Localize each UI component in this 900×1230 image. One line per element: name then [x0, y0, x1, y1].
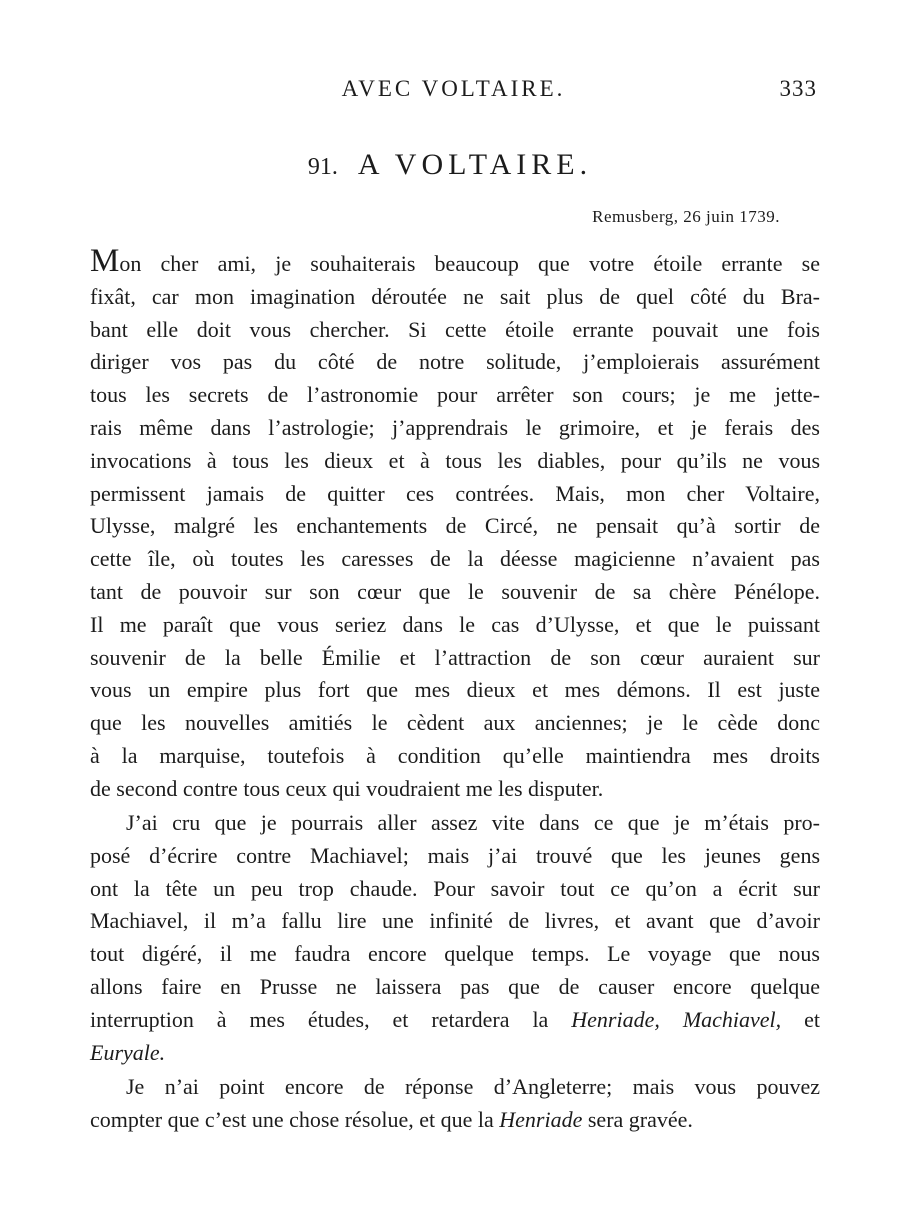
letter-number: 91.: [307, 154, 338, 180]
drop-cap: M: [90, 243, 120, 279]
text-line: de second contre tous ceux qui voudraient me les disputer.: [90, 775, 604, 801]
paragraph-3: [90, 1071, 820, 1137]
running-title: AVEC VOLTAIRE.: [341, 76, 566, 101]
text-line: que les nouvelles amitiés le cèdent aux anciennes; je le cède donc: [90, 710, 820, 736]
text-run: compter que c’est une chose résolue, et que la: [90, 1106, 500, 1132]
text-line: tant de pouvoir sur son cœur que le souvenir de sa chère Pénélope.: [90, 578, 820, 604]
text-line: [90, 1004, 820, 1037]
paragraph-2: [90, 807, 820, 1069]
text-line: Je n’ai point encore de réponse d’Angleterre; mais vous pouvez: [126, 1073, 820, 1099]
letter-heading: [0, 148, 900, 182]
text-line: fixât, car mon imagination déroutée ne sait plus de quel côté du Bra-: [90, 283, 820, 309]
text-line: [90, 243, 820, 281]
text-line: invocations à tous les dieux et à tous les diables, pour qu’ils ne vous: [90, 447, 820, 473]
running-head: [90, 76, 817, 110]
text-line: tous les secrets de l’astronomie pour arrêter son cours; je me jette-: [90, 382, 820, 408]
page-number: 333: [779, 76, 817, 101]
text-line: Machiavel, il m’a fallu lire une infinité de livres, et avant que d’avoir: [90, 908, 820, 934]
italic-title: Machiavel,: [682, 1006, 782, 1032]
text-line: souvenir de la belle Émilie et l’attraction de son cœur auraient sur: [90, 644, 820, 670]
text-line: à la marquise, toutefois à condition qu’elle maintiendra mes droits: [90, 742, 820, 768]
italic-title: Euryale.: [90, 1039, 166, 1065]
text-line: Il me paraît que vous seriez dans le cas d’Ulysse, et que le puissant: [90, 611, 820, 637]
letter-body: [90, 243, 821, 1137]
italic-title: Henriade: [499, 1106, 583, 1132]
text-line: allons faire en Prusse ne laissera pas que de causer encore quelque: [90, 974, 820, 1000]
paragraph-1: [90, 243, 820, 806]
text-line: diriger vos pas du côté de notre solitude, j’emploierais assurément: [90, 349, 820, 375]
text-line: bant elle doit vous chercher. Si cette étoile errante pouvait une fois: [90, 316, 820, 342]
text-line: Ulysse, malgré les enchantements de Circé, ne pensait qu’à sortir de: [90, 513, 820, 539]
text-run: et: [804, 1006, 821, 1032]
text-line: [90, 1037, 820, 1070]
text-line: tout digéré, il me faudra encore quelque temps. Le voyage que nous: [90, 941, 820, 967]
text-line: J’ai cru que je pourrais aller assez vite dans ce que je m’étais pro-: [126, 810, 820, 836]
text-line: vous un empire plus fort que mes dieux et mes démons. Il est juste: [90, 677, 820, 703]
dateline: Remusberg, 26 juin 1739.: [592, 207, 780, 226]
italic-title: Henriade,: [571, 1006, 660, 1032]
letter-title: A VOLTAIRE.: [357, 148, 593, 181]
text-line-content: on cher ami, je souhaiterais beaucoup que votre étoile errante se: [119, 251, 820, 276]
text-line: rais même dans l’astrologie; j’apprendrais le grimoire, et je ferais des: [90, 414, 820, 440]
text-line: [90, 1104, 820, 1137]
text-run: interruption à mes études, et retardera la: [90, 1006, 572, 1032]
text-line: posé d’écrire contre Machiavel; mais j’ai trouvé que les jeunes gens: [90, 842, 820, 868]
text-line: permissent jamais de quitter ces contrées. Mais, mon cher Voltaire,: [90, 480, 820, 506]
text-line: cette île, où toutes les caresses de la déesse magicienne n’avaient pas: [90, 546, 820, 572]
text-run: sera gravée.: [582, 1106, 693, 1132]
text-line: ont la tête un peu trop chaude. Pour savoir tout ce qu’on a écrit sur: [90, 875, 820, 901]
